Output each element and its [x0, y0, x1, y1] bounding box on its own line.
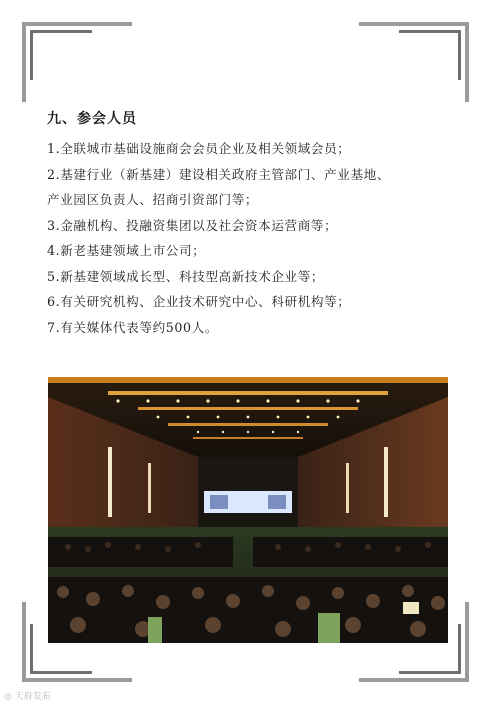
conference-hall-photo [48, 377, 448, 643]
list-item: 3.金融机构、投融资集团以及社会资本运营商等； [47, 217, 338, 233]
section-heading: 九、参会人员 [47, 111, 137, 127]
list-item: 7.有关媒体代表等约500人。 [47, 319, 218, 335]
list-item: 2.基建行业（新基建）建设相关政府主管部门、产业基地、 [47, 166, 391, 182]
list-item: 6.有关研究机构、企业技术研究中心、科研机构等； [47, 294, 351, 309]
watermark: ◎ 天府发布 [4, 692, 51, 702]
list-item: 1.全联城市基础设施商会会员企业及相关领域会员； [47, 141, 351, 156]
list-item: 产业园区负责人、招商引资部门等； [47, 192, 259, 207]
attendees-section [47, 108, 447, 340]
list-item: 5.新基建领域成长型、科技型高新技术企业等； [47, 268, 325, 284]
list-item: 4.新老基建领域上市公司； [47, 243, 206, 258]
